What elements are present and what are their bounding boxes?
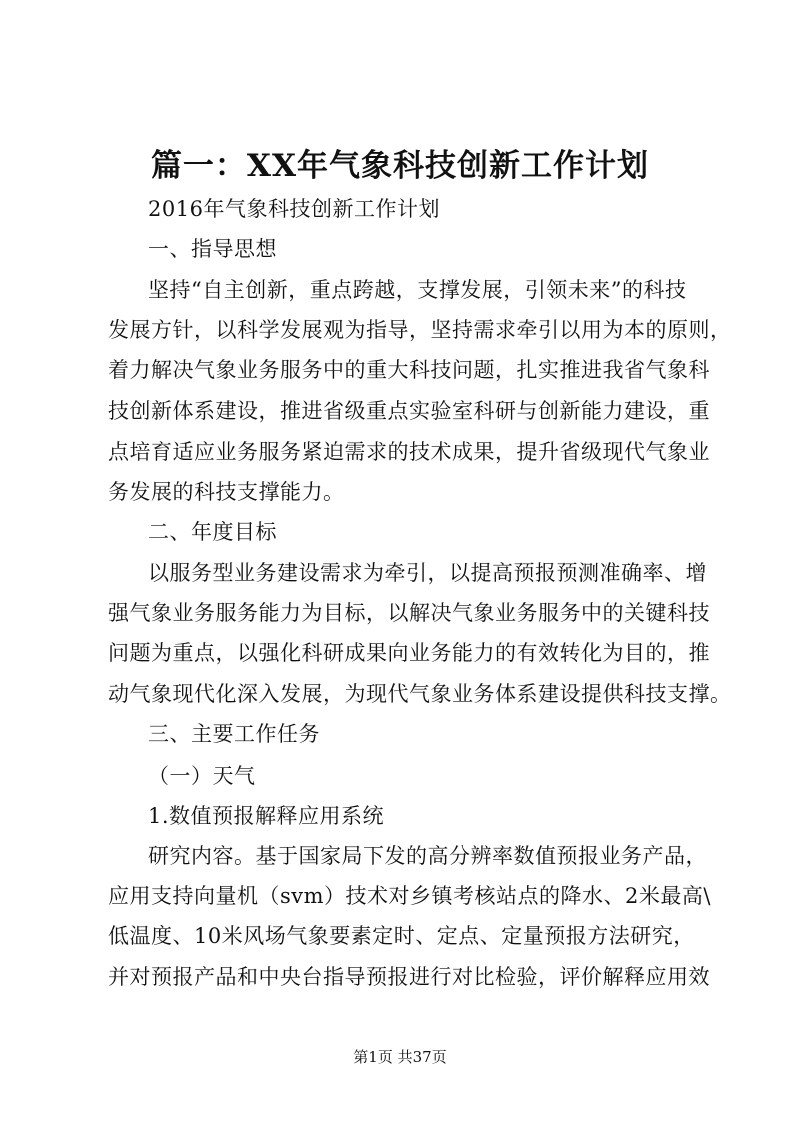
- section-heading-annual-goals: 二、年度目标: [148, 520, 277, 544]
- paragraph-line: 技创新体系建设，推进省级重点实验室科研与创新能力建设，重: [108, 399, 710, 423]
- paragraph-line: 发展方针，以科学发展观为指导，坚持需求牵引以用为本的原则，: [108, 318, 732, 342]
- paragraph-line: 研究内容。基于国家局下发的高分辨率数值预报业务产品，: [148, 844, 707, 868]
- paragraph-line: 低温度、10米风场气象要素定时、定点、定量预报方法研究，: [108, 924, 695, 948]
- section-heading-main-tasks: 三、主要工作任务: [148, 722, 320, 746]
- paragraph-line: 动气象现代化深入发展，为现代气象业务体系建设提供科技支撑。: [108, 682, 732, 706]
- paragraph-line: 坚持“自主创新，重点跨越，支撑发展，引领未来”的科技: [148, 278, 687, 302]
- page-footer: 第1页 共37页: [353, 1048, 447, 1066]
- paragraph-line: 着力解决气象业务服务中的重大科技问题，扎实推进我省气象科: [108, 358, 710, 382]
- paragraph-line: 务发展的科技支撑能力。: [108, 480, 345, 504]
- paragraph-line: 并对预报产品和中央台指导预报进行对比检验，评价解释应用效: [108, 965, 710, 989]
- item-heading-nwp-system: 1.数值预报解释应用系统: [148, 804, 385, 828]
- section-heading-guiding-ideology: 一、指导思想: [148, 237, 277, 261]
- paragraph-line: 点培育适应业务服务紧迫需求的技术成果，提升省级现代气象业: [108, 440, 710, 464]
- paragraph-line: 以服务型业务建设需求为牵引，以提高预报预测准确率、增: [148, 561, 707, 585]
- subsection-heading-weather: （一）天气: [148, 764, 256, 788]
- paragraph-line: 应用支持向量机（svm）技术对乡镇考核站点的降水、2米最高\: [108, 884, 711, 908]
- paragraph-line: 强气象业务服务能力为目标，以解决气象业务服务中的关键科技: [108, 601, 710, 625]
- document-title: 篇一：XX年气象科技创新工作计划: [150, 148, 650, 184]
- paragraph-line: 问题为重点，以强化科研成果向业务能力的有效转化为目的，推: [108, 641, 710, 665]
- document-subtitle: 2016年气象科技创新工作计划: [148, 197, 440, 221]
